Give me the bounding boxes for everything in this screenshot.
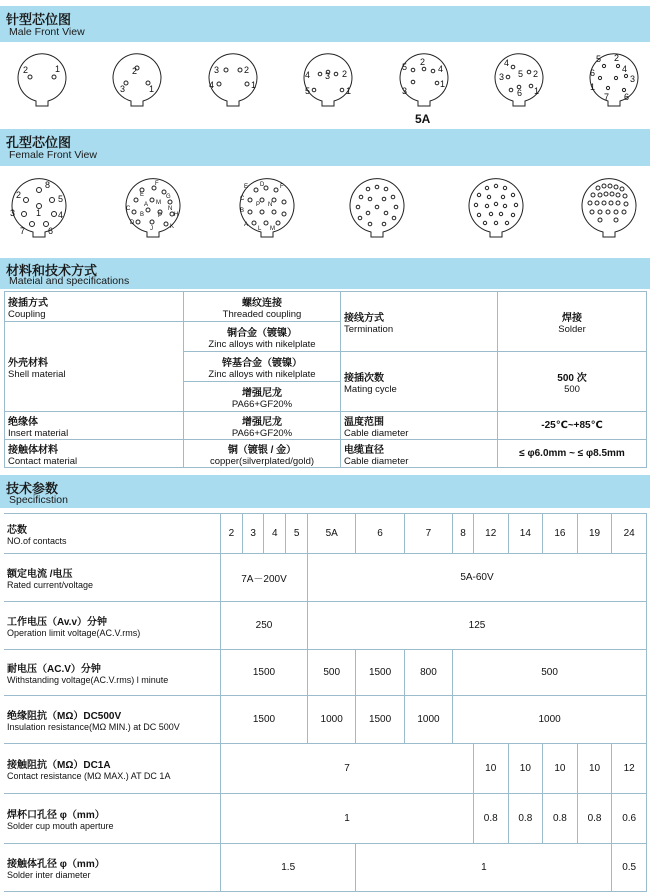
pin-label: 4 [305, 70, 311, 80]
insulation-label: 绝缘阻抗（MΩ）DC500V Insulation resistance(MΩ MIN.) at DC 500V [4, 696, 221, 744]
male-connector-4 [205, 50, 261, 112]
pin-label: 2 [614, 53, 620, 63]
pin-label: L [258, 226, 262, 232]
pin-label: 5 [518, 69, 524, 79]
contact-material-value: 铜（镀银 / 金） copper(silverplated/gold) [184, 440, 341, 468]
contact-res-label: 接触阻抗（MΩ）DC1A Contact resistance (MΩ MAX.) AT DC 1A [4, 744, 221, 794]
mating-label: 接插次数 Mating cycle [341, 352, 498, 412]
pin-label: P [158, 213, 163, 219]
insulation-value-5: 1000 [453, 696, 647, 744]
pin-label: A [244, 222, 249, 228]
pin-label: 3 [325, 71, 331, 81]
pin-label: 6 [590, 68, 596, 78]
table-row [4, 794, 647, 844]
contact-res-value: 10 [543, 744, 578, 794]
cup-value: 0.8 [577, 794, 612, 844]
pin-label: 2 [420, 57, 426, 67]
female-connector-24 [578, 176, 640, 242]
female-connector-12 [122, 176, 184, 242]
shell-value-3: 增强尼龙 PA66+GF20% [184, 382, 341, 412]
pin-label: 2 [342, 69, 348, 79]
male-connector-2 [14, 50, 70, 112]
male-title-cn: 针型芯位图 [6, 12, 72, 27]
pin-label: 1 [346, 86, 352, 96]
oper-value-2: 125 [307, 602, 646, 650]
cup-value-1: 1 [221, 794, 474, 844]
spec-table [4, 513, 647, 892]
withstand-value-4: 800 [404, 650, 452, 696]
pin-label: 3 [402, 86, 408, 96]
pin-label: J [150, 226, 153, 232]
insulation-value-1: 1500 [221, 696, 308, 744]
mating-value: 500 次 500 [498, 352, 647, 412]
withstand-label: 耐电压（AC.V）分钟 Withstanding voltage(AC.V.rms) l minute [4, 650, 221, 696]
caption-5a: 5A [415, 112, 431, 126]
pin-label: 2 [533, 69, 539, 79]
withstand-value-5: 500 [453, 650, 647, 696]
materials-section-header [0, 258, 650, 289]
pin-label: 1 [590, 82, 596, 92]
pin-label: 6 [517, 88, 523, 98]
pin-label: H [174, 212, 179, 218]
contacts-value: 7 [404, 514, 452, 554]
insulation-value-3: 1500 [356, 696, 404, 744]
temp-value: -25℃~+85℃ [498, 412, 647, 440]
shell-value-2: 锌基合金（镀镍） Zinc alloys with nikelplate [184, 352, 341, 382]
rated-label: 额定电流 /电压 Rated current/voltage [4, 554, 221, 602]
spec-title-cn: 技术参数 [6, 481, 59, 496]
pin-label: 4 [58, 210, 64, 220]
pin-label: 3 [120, 84, 126, 94]
cup-value: 0.8 [508, 794, 543, 844]
male-title-en: Male Front View [9, 26, 85, 38]
pin-label: 5 [58, 194, 64, 204]
cable-value: ≤ φ6.0mm ~ ≤ φ8.5mm [498, 440, 647, 468]
pin-label: 2 [244, 65, 250, 75]
contacts-value: 6 [356, 514, 404, 554]
inter-value-1: 1.5 [221, 844, 356, 892]
pin-label: 1 [534, 86, 540, 96]
table-row [5, 440, 647, 468]
pin-label: 4 [209, 80, 215, 90]
contacts-value: 19 [577, 514, 612, 554]
pin-label: 7 [604, 92, 610, 102]
pin-label: 4 [622, 64, 628, 74]
table-row [4, 844, 647, 892]
pin-label: D [130, 220, 135, 226]
female-title-en: Female Front View [9, 149, 97, 161]
termination-value: 焊接 Solder [498, 292, 647, 352]
female-connector-14 [236, 176, 298, 242]
pin-label: 1 [55, 64, 61, 74]
contacts-value: 24 [612, 514, 647, 554]
pin-label: 3 [10, 208, 16, 218]
male-connector-5a [396, 50, 452, 112]
pin-label: P [256, 202, 261, 208]
pin-label: 4 [504, 58, 510, 68]
pin-label: 5 [596, 54, 602, 64]
table-row [4, 554, 647, 602]
insert-label: 绝缘体 Insert material [5, 412, 184, 440]
cable-label: 电缆直径 Cable diameter [341, 440, 498, 468]
contact-res-value: 10 [577, 744, 612, 794]
table-row [5, 412, 647, 440]
female-section-header [0, 129, 650, 166]
pin-label: E [140, 192, 145, 198]
pin-label: F [155, 181, 159, 187]
contacts-value: 12 [473, 514, 508, 554]
pin-label: 8 [45, 180, 51, 190]
pin-label: 1 [440, 79, 446, 89]
contacts-value: 5 [286, 514, 308, 554]
contact-res-value: 12 [612, 744, 647, 794]
pin-label: 5 [305, 86, 311, 96]
contact-material-label: 接触体材料 Contact material [5, 440, 184, 468]
shell-label: 外壳材料 Shell material [5, 322, 184, 412]
inter-label: 接触体孔径 φ（mm） Solder inter diameter [4, 844, 221, 892]
inter-value-2: 1 [356, 844, 612, 892]
coupling-value: 螺纹连接 Threaded coupling [184, 292, 341, 322]
pin-label: 6 [624, 92, 630, 102]
pin-label: 3 [214, 65, 220, 75]
pin-label: M [156, 200, 161, 206]
contacts-value: 4 [264, 514, 286, 554]
male-connector-3 [109, 50, 165, 112]
pin-label: 4 [438, 64, 444, 74]
male-section-header [0, 6, 650, 42]
spec-title-en: Specificstion [9, 494, 68, 506]
table-row [4, 514, 647, 554]
pin-label: 2 [16, 190, 22, 200]
female-connector-19 [465, 176, 527, 242]
pin-label: F [280, 184, 284, 190]
pin-label: 7 [20, 226, 26, 236]
oper-label: 工作电压（Av.v）分钟 Operation limit voltage(AC.V.rms) [4, 602, 221, 650]
table-row [4, 602, 647, 650]
contacts-label: 芯数 NO.of contacts [4, 514, 221, 554]
rated-value-1: 7A－200V [221, 554, 308, 602]
female-connector-8 [8, 176, 70, 242]
contacts-value: 5A [307, 514, 355, 554]
cup-value: 0.8 [473, 794, 508, 844]
pin-label: B [240, 208, 245, 214]
insulation-value-2: 1000 [307, 696, 355, 744]
pin-label: G [166, 194, 171, 200]
pin-label: C [126, 206, 131, 212]
male-diagrams [0, 50, 650, 130]
cup-value: 0.8 [543, 794, 578, 844]
male-connector-7 [586, 50, 642, 112]
withstand-value-3: 1500 [356, 650, 404, 696]
materials-title-cn: 材料和技术方式 [6, 263, 98, 278]
contacts-value: 16 [543, 514, 578, 554]
spec-section-header [0, 475, 650, 508]
male-connector-5 [300, 50, 356, 112]
shell-value-1: 铜合金（镀镍） Zinc alloys with nikelplate [184, 322, 341, 352]
pin-label: 5 [402, 62, 408, 72]
coupling-label: 接插方式 Coupling [5, 292, 184, 322]
insert-value: 增强尼龙 PA66+GF20% [184, 412, 341, 440]
cup-value: 0.6 [612, 794, 647, 844]
pin-label: C [240, 196, 245, 202]
pin-label: 3 [499, 72, 505, 82]
materials-title-en: Mateial and specifications [9, 275, 130, 287]
contacts-value: 14 [508, 514, 543, 554]
female-title-cn: 孔型芯位图 [6, 135, 72, 150]
pin-label: D [260, 182, 265, 188]
male-connector-6 [491, 50, 547, 112]
pin-label: 2 [132, 66, 138, 76]
inter-value-3: 0.5 [612, 844, 647, 892]
pin-label: B [140, 212, 145, 218]
termination-label: 接线方式 Termination [341, 292, 498, 352]
temp-label: 温度范围 Cable diameter [341, 412, 498, 440]
pin-label: M [270, 226, 275, 232]
materials-table [4, 291, 647, 468]
insulation-value-4: 1000 [404, 696, 452, 744]
female-diagrams [0, 176, 650, 251]
contacts-value: 2 [221, 514, 243, 554]
table-row [5, 292, 647, 322]
pin-label: K [170, 224, 175, 230]
pin-label: 6 [48, 226, 54, 236]
contacts-value: 8 [453, 514, 474, 554]
pin-label: 3 [630, 74, 636, 84]
pin-label: 1 [251, 80, 257, 90]
pin-label: A [144, 202, 149, 208]
table-row [4, 650, 647, 696]
female-connector-16 [346, 176, 408, 242]
pin-label: E [244, 184, 249, 190]
pin-label: 1 [36, 208, 42, 218]
cup-label: 焊杯口孔径 φ（mm） Solder cup mouth aperture [4, 794, 221, 844]
rated-value-2: 5A-60V [307, 554, 646, 602]
contacts-value: 3 [242, 514, 264, 554]
pin-label: 2 [23, 65, 29, 75]
oper-value-1: 250 [221, 602, 308, 650]
pin-label: N [168, 206, 173, 212]
table-row [4, 744, 647, 794]
table-row [4, 696, 647, 744]
contact-res-value: 10 [473, 744, 508, 794]
withstand-value-2: 500 [307, 650, 355, 696]
pin-label: 1 [149, 84, 155, 94]
pin-label: N [268, 202, 273, 208]
withstand-value-1: 1500 [221, 650, 308, 696]
contact-res-value: 10 [508, 744, 543, 794]
contact-res-value-1: 7 [221, 744, 474, 794]
